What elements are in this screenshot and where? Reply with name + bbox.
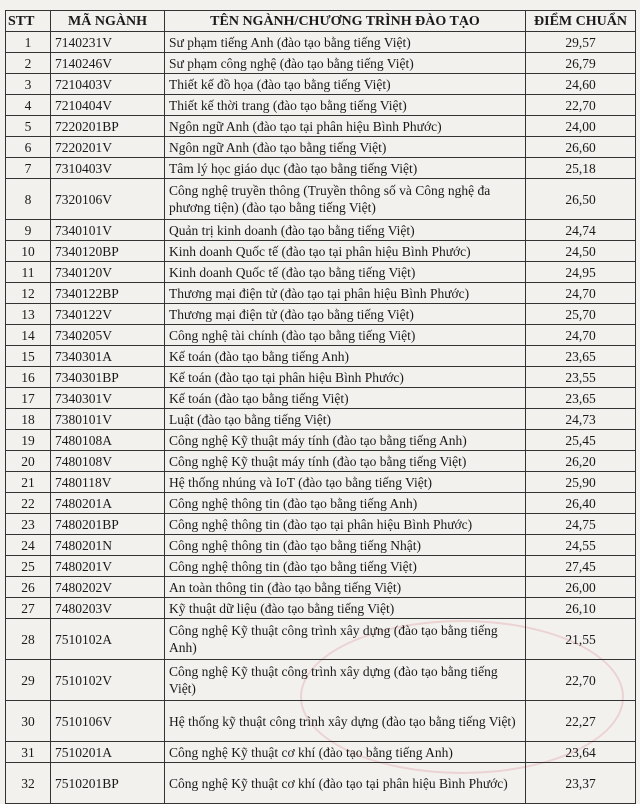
row-name: Kế toán (đào tạo bằng tiếng Việt) <box>165 388 526 409</box>
row-stt: 9 <box>6 220 51 241</box>
header-name: TÊN NGÀNH/CHƯƠNG TRÌNH ĐÀO TẠO <box>165 11 526 32</box>
row-name: Kinh doanh Quốc tế (đào tạo bằng tiếng Việt) <box>165 262 526 283</box>
row-score: 25,45 <box>526 430 636 451</box>
row-name: Công nghệ Kỹ thuật máy tính (đào tạo bằng tiếng Việt) <box>165 451 526 472</box>
row-code: 7480118V <box>51 472 165 493</box>
row-score: 25,70 <box>526 304 636 325</box>
row-code: 7340122BP <box>51 283 165 304</box>
row-stt: 3 <box>6 74 51 95</box>
row-name: Hệ thống nhúng và IoT (đào tạo bằng tiếng Việt) <box>165 472 526 493</box>
row-stt: 5 <box>6 116 51 137</box>
table-row <box>6 514 636 535</box>
row-code: 7480108A <box>51 430 165 451</box>
row-name: Kế toán (đào tạo tại phân hiệu Bình Phước) <box>165 367 526 388</box>
row-name: Công nghệ Kỹ thuật máy tính (đào tạo bằng tiếng Anh) <box>165 430 526 451</box>
row-code: 7210403V <box>51 74 165 95</box>
row-score: 29,57 <box>526 32 636 53</box>
row-stt: 2 <box>6 53 51 74</box>
row-code: 7380101V <box>51 409 165 430</box>
row-score: 27,45 <box>526 556 636 577</box>
row-stt: 29 <box>6 660 51 701</box>
row-stt: 22 <box>6 493 51 514</box>
row-stt: 13 <box>6 304 51 325</box>
row-stt: 7 <box>6 158 51 179</box>
row-score: 26,20 <box>526 451 636 472</box>
table-body <box>6 32 636 804</box>
table-row <box>6 388 636 409</box>
row-code: 7340301A <box>51 346 165 367</box>
row-score: 23,37 <box>526 763 636 804</box>
table-row <box>6 409 636 430</box>
row-stt: 27 <box>6 598 51 619</box>
row-score: 24,74 <box>526 220 636 241</box>
row-score: 24,75 <box>526 514 636 535</box>
row-stt: 15 <box>6 346 51 367</box>
row-name: Công nghệ thông tin (đào tạo tại phân hiệu Bình Phước) <box>165 514 526 535</box>
row-score: 26,79 <box>526 53 636 74</box>
row-code: 7480201N <box>51 535 165 556</box>
row-name: Hệ thống kỹ thuật công trình xây dựng (đào tạo bằng tiếng Việt) <box>165 701 526 742</box>
table-row <box>6 556 636 577</box>
row-code: 7480202V <box>51 577 165 598</box>
row-stt: 19 <box>6 430 51 451</box>
row-score: 23,65 <box>526 388 636 409</box>
row-name: Công nghệ truyền thông (Truyền thông số và Công nghệ đa phương tiện) (đào tạo bằng tiếng Việt) <box>165 179 526 220</box>
admission-scores-table <box>5 10 636 804</box>
row-stt: 24 <box>6 535 51 556</box>
row-score: 25,18 <box>526 158 636 179</box>
row-name: Thương mại điện tử (đào tạo tại phân hiệu Bình Phước) <box>165 283 526 304</box>
table-row <box>6 283 636 304</box>
row-stt: 31 <box>6 742 51 763</box>
row-score: 23,65 <box>526 346 636 367</box>
row-name: An toàn thông tin (đào tạo bằng tiếng Việt) <box>165 577 526 598</box>
table-row <box>6 577 636 598</box>
table-row <box>6 346 636 367</box>
row-name: Thiết kế thời trang (đào tạo bằng tiếng Việt) <box>165 95 526 116</box>
row-code: 7480201A <box>51 493 165 514</box>
row-stt: 4 <box>6 95 51 116</box>
row-code: 7220201V <box>51 137 165 158</box>
row-code: 7510201A <box>51 742 165 763</box>
row-name: Công nghệ thông tin (đào tạo bằng tiếng Việt) <box>165 556 526 577</box>
row-score: 22,70 <box>526 660 636 701</box>
row-code: 7220201BP <box>51 116 165 137</box>
row-code: 7510201BP <box>51 763 165 804</box>
row-name: Công nghệ Kỹ thuật cơ khí (đào tạo tại phân hiệu Bình Phước) <box>165 763 526 804</box>
row-code: 7340120BP <box>51 241 165 262</box>
table-row <box>6 95 636 116</box>
row-code: 7480108V <box>51 451 165 472</box>
row-name: Công nghệ Kỹ thuật công trình xây dựng (đào tạo bằng tiếng Việt) <box>165 660 526 701</box>
row-score: 24,70 <box>526 283 636 304</box>
table-row <box>6 220 636 241</box>
row-name: Ngôn ngữ Anh (đào tạo bằng tiếng Việt) <box>165 137 526 158</box>
row-name: Công nghệ thông tin (đào tạo bằng tiếng Nhật) <box>165 535 526 556</box>
row-score: 24,00 <box>526 116 636 137</box>
row-code: 7340120V <box>51 262 165 283</box>
row-code: 7140231V <box>51 32 165 53</box>
table-row <box>6 262 636 283</box>
table-row <box>6 325 636 346</box>
row-score: 24,70 <box>526 325 636 346</box>
row-code: 7310403V <box>51 158 165 179</box>
row-stt: 20 <box>6 451 51 472</box>
row-score: 24,95 <box>526 262 636 283</box>
row-stt: 8 <box>6 179 51 220</box>
row-score: 26,60 <box>526 137 636 158</box>
table-row <box>6 158 636 179</box>
table-row <box>6 304 636 325</box>
table-row <box>6 598 636 619</box>
row-code: 7340301V <box>51 388 165 409</box>
row-name: Công nghệ thông tin (đào tạo bằng tiếng Anh) <box>165 493 526 514</box>
row-code: 7340101V <box>51 220 165 241</box>
table-row <box>6 32 636 53</box>
row-score: 26,00 <box>526 577 636 598</box>
row-code: 7510102A <box>51 619 165 660</box>
row-score: 25,90 <box>526 472 636 493</box>
row-stt: 11 <box>6 262 51 283</box>
row-name: Kinh doanh Quốc tế (đào tạo tại phân hiệu Bình Phước) <box>165 241 526 262</box>
row-code: 7340301BP <box>51 367 165 388</box>
row-name: Thương mại điện tử (đào tạo bằng tiếng Việt) <box>165 304 526 325</box>
row-code: 7480201BP <box>51 514 165 535</box>
table-row <box>6 472 636 493</box>
table-row <box>6 53 636 74</box>
header-score: ĐIỂM CHUẨN <box>526 11 636 32</box>
row-stt: 21 <box>6 472 51 493</box>
row-stt: 32 <box>6 763 51 804</box>
row-stt: 30 <box>6 701 51 742</box>
row-stt: 1 <box>6 32 51 53</box>
row-name: Sư phạm công nghệ (đào tạo bằng tiếng Việt) <box>165 53 526 74</box>
table-row <box>6 367 636 388</box>
table-header-row <box>6 11 636 32</box>
table-row <box>6 535 636 556</box>
row-stt: 23 <box>6 514 51 535</box>
table-row <box>6 451 636 472</box>
row-name: Kỹ thuật dữ liệu (đào tạo bằng tiếng Việt) <box>165 598 526 619</box>
table-row <box>6 179 636 220</box>
table-row <box>6 493 636 514</box>
row-code: 7210404V <box>51 95 165 116</box>
header-stt: STT <box>6 11 51 32</box>
row-name: Luật (đào tạo bằng tiếng Việt) <box>165 409 526 430</box>
row-score: 24,55 <box>526 535 636 556</box>
table-row <box>6 74 636 95</box>
row-name: Thiết kế đồ họa (đào tạo bằng tiếng Việt) <box>165 74 526 95</box>
table-row <box>6 701 636 742</box>
row-stt: 26 <box>6 577 51 598</box>
row-name: Kế toán (đào tạo bằng tiếng Anh) <box>165 346 526 367</box>
row-code: 7480201V <box>51 556 165 577</box>
row-stt: 10 <box>6 241 51 262</box>
row-stt: 28 <box>6 619 51 660</box>
table-row <box>6 742 636 763</box>
row-score: 22,27 <box>526 701 636 742</box>
row-score: 26,40 <box>526 493 636 514</box>
row-score: 24,60 <box>526 74 636 95</box>
row-score: 24,50 <box>526 241 636 262</box>
row-code: 7340205V <box>51 325 165 346</box>
table-row <box>6 116 636 137</box>
header-code: MÃ NGÀNH <box>51 11 165 32</box>
row-code: 7510106V <box>51 701 165 742</box>
row-code: 7140246V <box>51 53 165 74</box>
row-score: 26,50 <box>526 179 636 220</box>
row-stt: 14 <box>6 325 51 346</box>
row-score: 26,10 <box>526 598 636 619</box>
row-stt: 25 <box>6 556 51 577</box>
table-row <box>6 619 636 660</box>
row-stt: 12 <box>6 283 51 304</box>
table-row <box>6 430 636 451</box>
row-stt: 6 <box>6 137 51 158</box>
row-name: Sư phạm tiếng Anh (đào tạo bằng tiếng Việt) <box>165 32 526 53</box>
table-row <box>6 241 636 262</box>
row-name: Công nghệ Kỹ thuật cơ khí (đào tạo bằng tiếng Anh) <box>165 742 526 763</box>
row-stt: 18 <box>6 409 51 430</box>
row-name: Tâm lý học giáo dục (đào tạo bằng tiếng Việt) <box>165 158 526 179</box>
row-score: 24,73 <box>526 409 636 430</box>
row-score: 23,64 <box>526 742 636 763</box>
row-score: 23,55 <box>526 367 636 388</box>
row-score: 21,55 <box>526 619 636 660</box>
row-stt: 17 <box>6 388 51 409</box>
row-name: Công nghệ tài chính (đào tạo bằng tiếng Việt) <box>165 325 526 346</box>
row-code: 7510102V <box>51 660 165 701</box>
row-name: Quản trị kinh doanh (đào tạo bằng tiếng Việt) <box>165 220 526 241</box>
row-name: Công nghệ Kỹ thuật công trình xây dựng (đào tạo bằng tiếng Anh) <box>165 619 526 660</box>
row-stt: 16 <box>6 367 51 388</box>
row-score: 22,70 <box>526 95 636 116</box>
table-row <box>6 763 636 804</box>
row-code: 7480203V <box>51 598 165 619</box>
table-row <box>6 137 636 158</box>
table-row <box>6 660 636 701</box>
row-code: 7320106V <box>51 179 165 220</box>
row-name: Ngôn ngữ Anh (đào tạo tại phân hiệu Bình Phước) <box>165 116 526 137</box>
row-code: 7340122V <box>51 304 165 325</box>
